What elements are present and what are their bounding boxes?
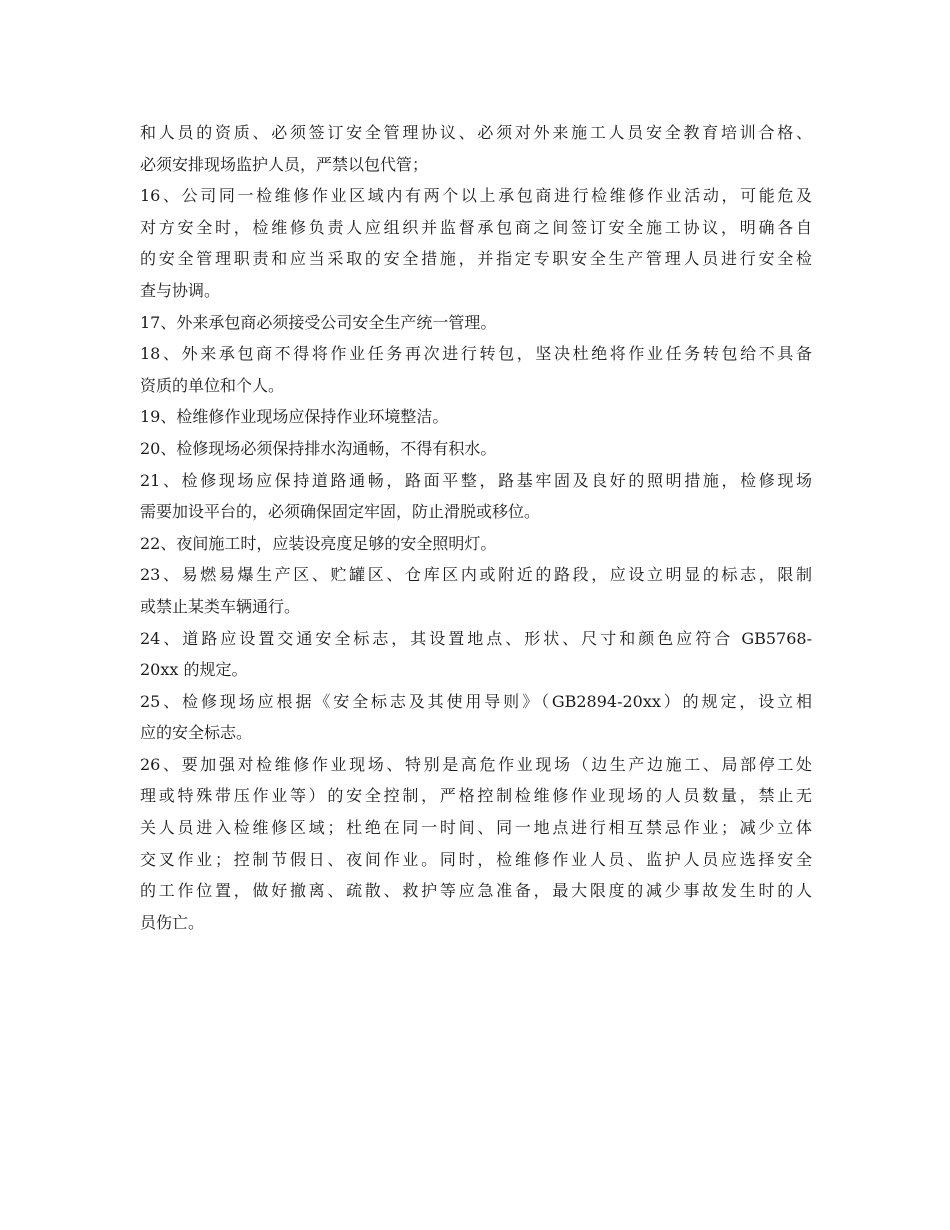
document-paragraph bbox=[140, 465, 812, 528]
paragraph-line: 19、检维修作业现场应保持作业环境整洁。 bbox=[140, 407, 449, 427]
document-paragraph bbox=[140, 433, 812, 465]
paragraph-line: 对方安全时，检维修负责人应组织并监督承包商之间签订安全施工协议，明确各自 bbox=[140, 217, 812, 237]
document-paragraph bbox=[140, 401, 812, 433]
document-paragraph bbox=[140, 623, 812, 686]
paragraph-line: 查与协调。 bbox=[140, 280, 221, 300]
paragraph-line: 26、要加强对检维修作业现场、特别是高危作业现场（边生产边施工、局部停工处 bbox=[140, 754, 812, 774]
document-paragraph bbox=[140, 749, 812, 939]
paragraph-line: 关人员进入检维修区域；杜绝在同一时间、同一地点进行相互禁忌作业；减少立体 bbox=[140, 818, 812, 838]
document-paragraph bbox=[140, 686, 812, 749]
paragraph-line: 员伤亡。 bbox=[140, 912, 205, 932]
paragraph-line: 理或特殊带压作业等）的安全控制，严格控制检维修作业现场的人员数量，禁止无 bbox=[140, 786, 812, 806]
document-paragraph bbox=[140, 307, 812, 339]
paragraph-line: 22、夜间施工时，应装设亮度足够的安全照明灯。 bbox=[140, 533, 497, 553]
paragraph-line: 18、外来承包商不得将作业任务再次进行转包，坚决杜绝将作业任务转包给不具备 bbox=[140, 344, 812, 364]
paragraph-line: 17、外来承包商必须接受公司安全生产统一管理。 bbox=[140, 312, 497, 332]
paragraph-line: 和人员的资质、必须签订安全管理协议、必须对外来施工人员安全教育培训合格、 bbox=[140, 123, 812, 142]
paragraph-line: 必须安排现场监护人员，严禁以包代管； bbox=[140, 154, 429, 174]
document-paragraph bbox=[140, 338, 812, 401]
document-paragraph bbox=[140, 117, 812, 180]
document-paragraph bbox=[140, 528, 812, 560]
paragraph-line: 21、检修现场应保持道路通畅，路面平整，路基牢固及良好的照明措施，检修现场 bbox=[140, 470, 812, 490]
document-paragraph bbox=[140, 180, 812, 306]
paragraph-line: 16、公司同一检维修作业区域内有两个以上承包商进行检维修作业活动，可能危及 bbox=[140, 186, 812, 206]
document-body bbox=[140, 117, 812, 938]
paragraph-line: 交叉作业；控制节假日、夜间作业。同时，检维修作业人员、监护人员应选择安全 bbox=[140, 849, 812, 869]
paragraph-line: 的安全管理职责和应当采取的安全措施，并指定专职安全生产管理人员进行安全检 bbox=[140, 249, 812, 269]
paragraph-line: 需要加设平台的，必须确保固定牢固，防止滑脱或移位。 bbox=[140, 502, 541, 522]
document-paragraph bbox=[140, 559, 812, 622]
paragraph-line: 20、检修现场必须保持排水沟通畅，不得有积水。 bbox=[140, 438, 497, 458]
paragraph-line: 应的安全标志。 bbox=[140, 723, 253, 743]
paragraph-line: 20xx 的规定。 bbox=[140, 660, 248, 680]
paragraph-line: 23、易燃易爆生产区、贮罐区、仓库区内或附近的路段，应设立明显的标志，限制 bbox=[140, 565, 812, 585]
paragraph-line: 25、检修现场应根据《安全标志及其使用导则》（GB2894-20xx）的规定，设立相 bbox=[140, 691, 812, 711]
paragraph-line: 的工作位置，做好撤离、疏散、救护等应急准备，最大限度的减少事故发生时的人 bbox=[140, 881, 812, 901]
paragraph-line: 或禁止某类车辆通行。 bbox=[140, 596, 301, 616]
paragraph-line: 资质的单位和个人。 bbox=[140, 375, 285, 395]
paragraph-line: 24、道路应设置交通安全标志，其设置地点、形状、尺寸和颜色应符合 GB5768- bbox=[140, 628, 812, 648]
